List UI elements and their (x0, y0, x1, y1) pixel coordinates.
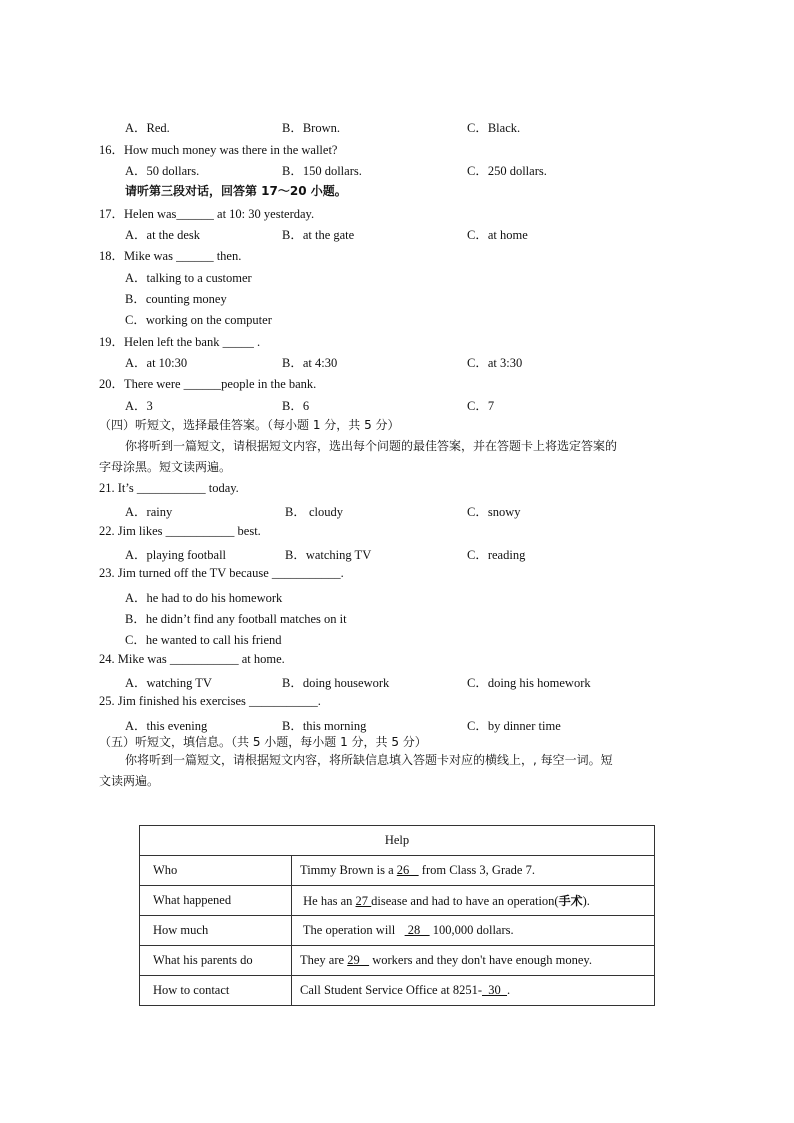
q19-option-a: A．at 10:30 (125, 356, 188, 370)
blank-26: 26 (396, 863, 419, 877)
q24-option-c: C．doing his homework (467, 676, 591, 690)
value-text: workers and they don't have enough money. (369, 953, 592, 967)
value-text: disease and had to have an operation( (371, 894, 559, 908)
q24-option-a: A．watching TV (125, 676, 212, 690)
section5-instruction-line2: 文读两遍。 (99, 774, 160, 788)
row-value (292, 946, 655, 976)
value-text-cjk: 手术 (558, 894, 583, 908)
table-title-row (140, 826, 655, 856)
help-table (139, 825, 655, 1006)
table-row (140, 886, 655, 916)
row-label: Who (140, 856, 292, 886)
table-title: Help (140, 826, 655, 856)
table-row (140, 946, 655, 976)
q25-option-b: B．this morning (282, 719, 367, 733)
table-row (140, 976, 655, 1006)
value-text: ). (582, 894, 590, 908)
blank-27: 27 (355, 894, 372, 908)
value-text: Call Student Service Office at 8251- (300, 983, 483, 997)
q22-option-a: A．playing football (125, 548, 227, 562)
q16-stem: 16．How much money was there in the wallet? (99, 143, 338, 157)
q20-option-b: B．6 (282, 399, 310, 413)
q15-option-c: C．Black. (467, 121, 521, 135)
q19-option-c: C．at 3:30 (467, 356, 523, 370)
table-row (140, 916, 655, 946)
q17-option-a: A．at the desk (125, 228, 200, 242)
q21-option-c: C．snowy (467, 505, 521, 519)
value-text: . (507, 983, 511, 997)
section4-instruction-line1: 你将听到一篇短文，请根据短文内容，选出每个问题的最佳答案，并在答题卡上将选定答案的 (125, 439, 618, 453)
section5-instruction-line1: 你将听到一篇短文，请根据短文内容，将所缺信息填入答题卡对应的横线上，, 每空一词。短 (125, 753, 613, 767)
blank-29: 29 (347, 953, 370, 967)
row-value (292, 916, 655, 946)
q17-option-b: B．at the gate (282, 228, 355, 242)
q17-stem: 17．Helen was______ at 10: 30 yesterday. (99, 207, 315, 221)
q22-stem: 22. Jim likes ___________ best. (99, 524, 261, 538)
q23-option-c: C．he wanted to call his friend (125, 633, 282, 647)
blank-30: 30 (482, 983, 508, 997)
dialog3-instruction: 请听第三段对话，回答第 17～20 小题。 (125, 184, 347, 198)
q20-option-c: C．7 (467, 399, 495, 413)
q15-option-a: A．Red. (125, 121, 170, 135)
row-value (292, 856, 655, 886)
q19-option-b: B．at 4:30 (282, 356, 338, 370)
q16-option-c: C．250 dollars. (467, 164, 547, 178)
row-label: How much (140, 916, 292, 946)
value-text: He has an (300, 894, 356, 908)
q17-option-c: C．at home (467, 228, 528, 242)
row-value (292, 976, 655, 1006)
value-text: 100,000 dollars. (429, 923, 514, 937)
q16-option-a: A．50 dollars. (125, 164, 200, 178)
value-text: Timmy Brown is a (300, 863, 397, 877)
q21-option-a: A．rainy (125, 505, 173, 519)
q18-option-c: C．working on the computer (125, 313, 272, 327)
row-label: What his parents do (140, 946, 292, 976)
blank-28: 28 (404, 923, 430, 937)
q21-stem: 21. It’s ___________ today. (99, 481, 239, 495)
q24-option-b: B．doing housework (282, 676, 390, 690)
row-label: What happened (140, 886, 292, 916)
table-row (140, 856, 655, 886)
q18-option-b: B．counting money (125, 292, 227, 306)
q20-stem: 20．There were ______people in the bank. (99, 377, 317, 391)
q21-option-b: B． cloudy (285, 505, 343, 519)
q22-option-b: B．watching TV (285, 548, 372, 562)
value-text: from Class 3, Grade 7. (418, 863, 535, 877)
section5-heading: （五）听短文，填信息。（共 5 小题，每小题 1 分，共 5 分） (99, 735, 427, 749)
q23-option-b: B．he didn’t find any football matches on it (125, 612, 347, 626)
section4-heading: （四）听短文，选择最佳答案。（每小题 1 分，共 5 分） (99, 418, 400, 432)
q24-stem: 24. Mike was ___________ at home. (99, 652, 285, 666)
q19-stem: 19．Helen left the bank _____ . (99, 335, 261, 349)
q23-stem: 23. Jim turned off the TV because ___________. (99, 566, 344, 580)
q22-option-c: C．reading (467, 548, 526, 562)
section4-instruction-line2: 字母涂黑。短文读两遍。 (99, 460, 232, 474)
q25-option-a: A．this evening (125, 719, 208, 733)
row-label: How to contact (140, 976, 292, 1006)
q18-option-a: A．talking to a customer (125, 271, 252, 285)
q18-stem: 18．Mike was ______ then. (99, 249, 242, 263)
q25-option-c: C．by dinner time (467, 719, 561, 733)
value-text: The operation will (300, 923, 405, 937)
q20-option-a: A．3 (125, 399, 153, 413)
q15-option-b: B．Brown. (282, 121, 340, 135)
value-text: They are (300, 953, 348, 967)
q25-stem: 25. Jim finished his exercises ___________. (99, 694, 321, 708)
q23-option-a: A．he had to do his homework (125, 591, 283, 605)
q16-option-b: B．150 dollars. (282, 164, 362, 178)
row-value (292, 886, 655, 916)
